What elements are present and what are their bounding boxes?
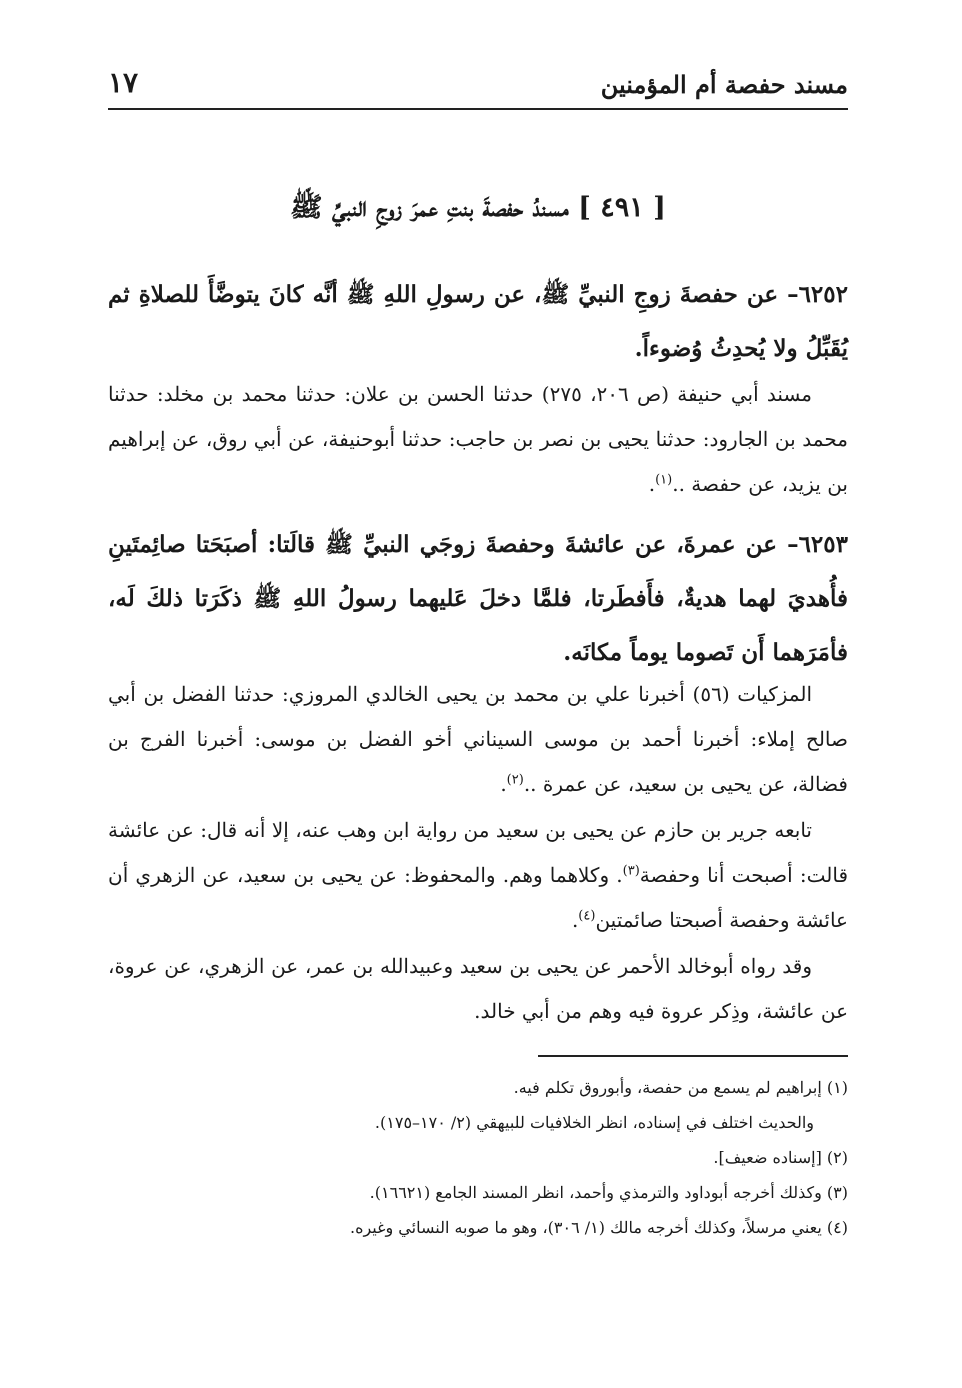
footnote-2: (٢) [إسناده ضعيف]. [713, 1148, 848, 1167]
note-text: . وكلاهما وهم. والمحفوظ: عن يحيى بن سعيد، عن الزهري أن عائشة وحفصة أصبحتا صائمتين [108, 863, 848, 932]
hadith-6252 [108, 268, 848, 376]
hadith-text: ٦٢٥٢– عن حفصةَ زوجِ النبيِّ ﷺ، عن رسولِ اللهِ ﷺ أنَّه كانَ يتوضَّأَ للصلاةِ ثم يُقَبِّلُ ولا يُحدِثُ وُضوءاً. [108, 281, 848, 362]
isnad-6253 [108, 672, 848, 807]
footnote-ref-1[interactable]: (١) [655, 472, 673, 488]
footnote-4: (٤) يعني مرسلاً، وكذلك أخرجه مالك (١/ ٣٠٦)، وهو ما صوبه النسائي وغيره. [350, 1218, 848, 1237]
isnad-text: المزكيات (٥٦) أخبرنا علي بن محمد بن يحيى الخالدي المروزي: حدثنا الفضل بن أبي صالح إملاء: أخبرنا أحمد بن موسى السيناني أخو الفضل بن موسى: أخبرنا الفرج بن فضالة، عن يحيى بن سعيد، عن عمرة .. [108, 682, 848, 796]
footnote-separator [538, 1055, 848, 1057]
footnote-3: (٣) وكذلك أخرجه أبوداود والترمذي وأحمد، انظر المسند الجامع (١٦٦٢١). [369, 1183, 848, 1202]
chapter-heading: [ ٤٩١ ] مسندُ حفصةَ بنتِ عمرَ زوجِ النبيِّ ﷺ [290, 192, 666, 223]
footnote-ref-2[interactable]: (٢) [506, 772, 524, 788]
footnotes [108, 1070, 848, 1245]
note-text: . [571, 908, 579, 932]
note-paragraph-2 [108, 944, 848, 1034]
running-title: مسند حفصة أم المؤمنين [600, 70, 848, 99]
footnote-ref-3[interactable]: (٣) [622, 863, 640, 879]
hadith-text: ٦٢٥٣– عن عمرةَ، عن عائشةَ وحفصةَ زوجَي النبيِّ ﷺ قالَتا: أصبَحَتا صائِمتَينِ فأُهديَ لهما هديةٌ، فأَفطَرتا، فلمَّا دخلَ عَليهما رسولُ اللهِ ﷺ ذكَرَتا ذلكَ لَه، فأمَرَهما أَن تَصوما يوماً مكانَه. [108, 531, 848, 666]
note-text: تابعه جرير بن حازم عن يحيى بن سعيد من رواية ابن وهب عنه، إلا أنه قال: عن عائشة قالت: أصبحت أنا وحفصة [108, 818, 849, 887]
running-header [108, 62, 848, 106]
isnad-paragraph: المزكيات (٥٦) أخبرنا علي بن محمد بن يحيى الخالدي المروزي: حدثنا الفضل بن أبي صالح إملاء: أخبرنا أحمد بن موسى السيناني أخو الفضل بن موسى: أخبرنا الفرج بن فضالة، عن يحيى بن سعيد، عن عمرة ..$^{(٢)}$. [108, 682, 848, 796]
isnad-text: مسند أبي حنيفة (ص ٢٠٦، ٢٧٥) حدثنا الحسن بن علان: حدثنا محمد بن مخلد: حدثنا محمد بن الجارود: حدثنا يحيى بن نصر بن حاجب: حدثنا أبوحنيفة، عن أبي روق، عن إبراهيم بن يزيد، عن حفصة .. [108, 382, 848, 496]
note-text: وقد رواه أبوخالد الأحمر عن يحيى بن سعيد وعبيدالله بن عمر، عن الزهري، عن عروة، عن عائشة، وذِكر عروة فيه وهم من أبي خالد. [108, 954, 848, 1023]
page-number: ١٧ [108, 66, 139, 99]
header-rule [108, 108, 848, 110]
hadith-6253 [108, 518, 848, 680]
isnad-6252 [108, 372, 848, 507]
footnote-1-continued: والحديث اختلف في إسناده، انظر الخلافيات للبيهقي (٢/ ١٧٠–١٧٥). [374, 1113, 814, 1132]
footnote-1: (١) إبراهيم لم يسمع من حفصة، وأبوروق تكلم فيه. [513, 1078, 848, 1097]
isnad-paragraph: مسند أبي حنيفة (ص ٢٠٦، ٢٧٥) حدثنا الحسن بن علان: حدثنا محمد بن مخلد: حدثنا محمد بن الجارود: حدثنا يحيى بن نصر بن حاجب: حدثنا أبوحنيفة، عن أبي روق، عن إبراهيم بن يزيد، عن حفصة ..$^{(١)}$. [108, 382, 848, 496]
footnote-ref-4[interactable]: (٤) [578, 908, 596, 924]
note-paragraph-1 [108, 808, 848, 943]
